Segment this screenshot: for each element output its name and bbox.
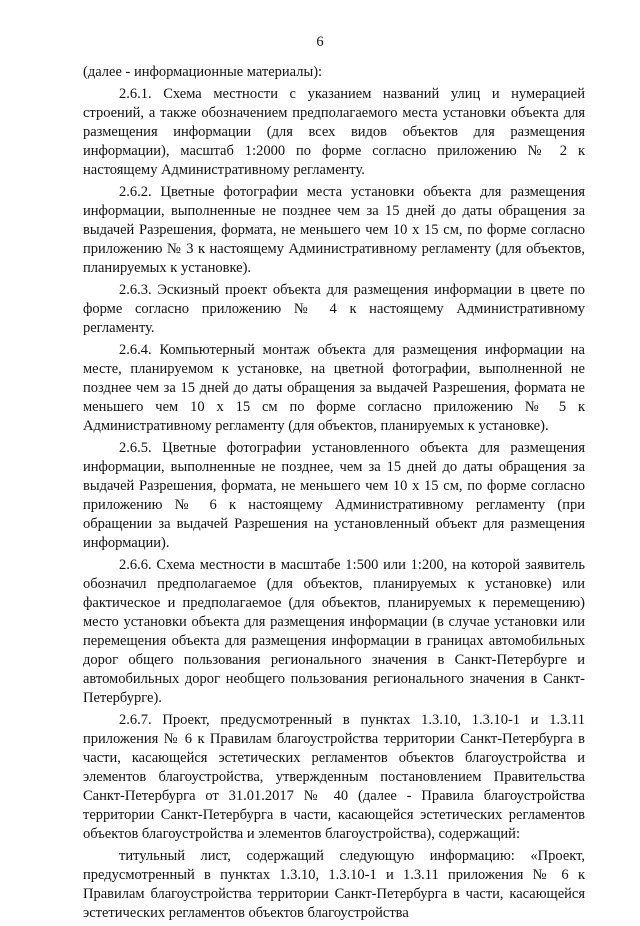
paragraph-2-6-6: 2.6.6. Схема местности в масштабе 1:500 или 1:200, на которой заявитель обозначил предполагаемое (для объектов, планируемых к установке) или фактическое и предполагаемое (для объектов, планируемых к перемещению) место установки объекта для размещения информации (в случае установки или перемещения объекта для размещения информации в границах автомобильных дорог общего пользования регионального значения в Санкт-Петербурге и автомобильных дорог необщего пользования регионального значения в Санкт-Петербурге). bbox=[83, 557, 585, 706]
paragraph-2-6-4: 2.6.4. Компьютерный монтаж объекта для размещения информации на месте, планируемом к установке, на цветной фотографии, выполненной не позднее чем за 15 дней до даты обращения за выдачей Разрешения, формата не меньшего чем 10 х 15 см по форме согласно приложению № 5 к Административному регламенту (для объектов, планируемых к установке). bbox=[83, 342, 585, 434]
page-number: 6 bbox=[316, 34, 324, 50]
paragraph-2-6-2: 2.6.2. Цветные фотографии места установки объекта для размещения информации, выполненные не позднее чем за 15 дней до даты обращения за выдачей Разрешения, формата, не меньшего чем 10 х 15 см, по форме согласно приложению № 3 к настоящему Административному регламенту (для объектов, планируемых к установке). bbox=[83, 184, 585, 276]
paragraph-2-6-7: 2.6.7. Проект, предусмотренный в пунктах 1.3.10, 1.3.10-1 и 1.3.11 приложения № 6 к Правилам благоустройства территории Санкт-Петербурга в части, касающейся эстетических регламентов объектов благоустройства и элементов благоустройства, утвержденным постановлением Правительства Санкт-Петербурга от 31.01.2017 № 40 (далее - Правила благоустройства территории Санкт-Петербурга в части, касающейся эстетических регламентов объектов благоустройства и элементов благоустройства), содержащий: bbox=[83, 712, 585, 842]
paragraph-2-6-5: 2.6.5. Цветные фотографии установленного объекта для размещения информации, выполненные не позднее, чем за 15 дней до даты обращения за выдачей Разрешения, формата, не меньшего чем 10 х 15 см, по форме согласно приложению № 6 к настоящему Административному регламенту (при обращении за выдачей Разрешения на установленный объект для размещения информации). bbox=[83, 440, 585, 551]
paragraph-intro: (далее - информационные материалы): bbox=[83, 64, 323, 80]
paragraph-2-6-3: 2.6.3. Эскизный проект объекта для размещения информации в цвете по форме согласно приложению № 4 к настоящему Административному регламенту. bbox=[83, 282, 585, 336]
document-body bbox=[83, 63, 585, 926]
paragraph-2-6-1: 2.6.1. Схема местности с указанием названий улиц и нумерацией строений, а также обозначением предполагаемого места установки объекта для размещения информации (для всех видов объектов для размещения информации), масштаб 1:2000 по форме согласно приложению № 2 к настоящему Административному регламенту. bbox=[83, 86, 585, 178]
paragraph-title-page: титульный лист, содержащий следующую информацию: «Проект, предусмотренный в пунктах 1.3.10, 1.3.10-1 и 1.3.11 приложения № 6 к Правилам благоустройства территории Санкт-Петербурга в части, касающейся эстетических регламентов объектов благоустройства bbox=[83, 848, 585, 921]
